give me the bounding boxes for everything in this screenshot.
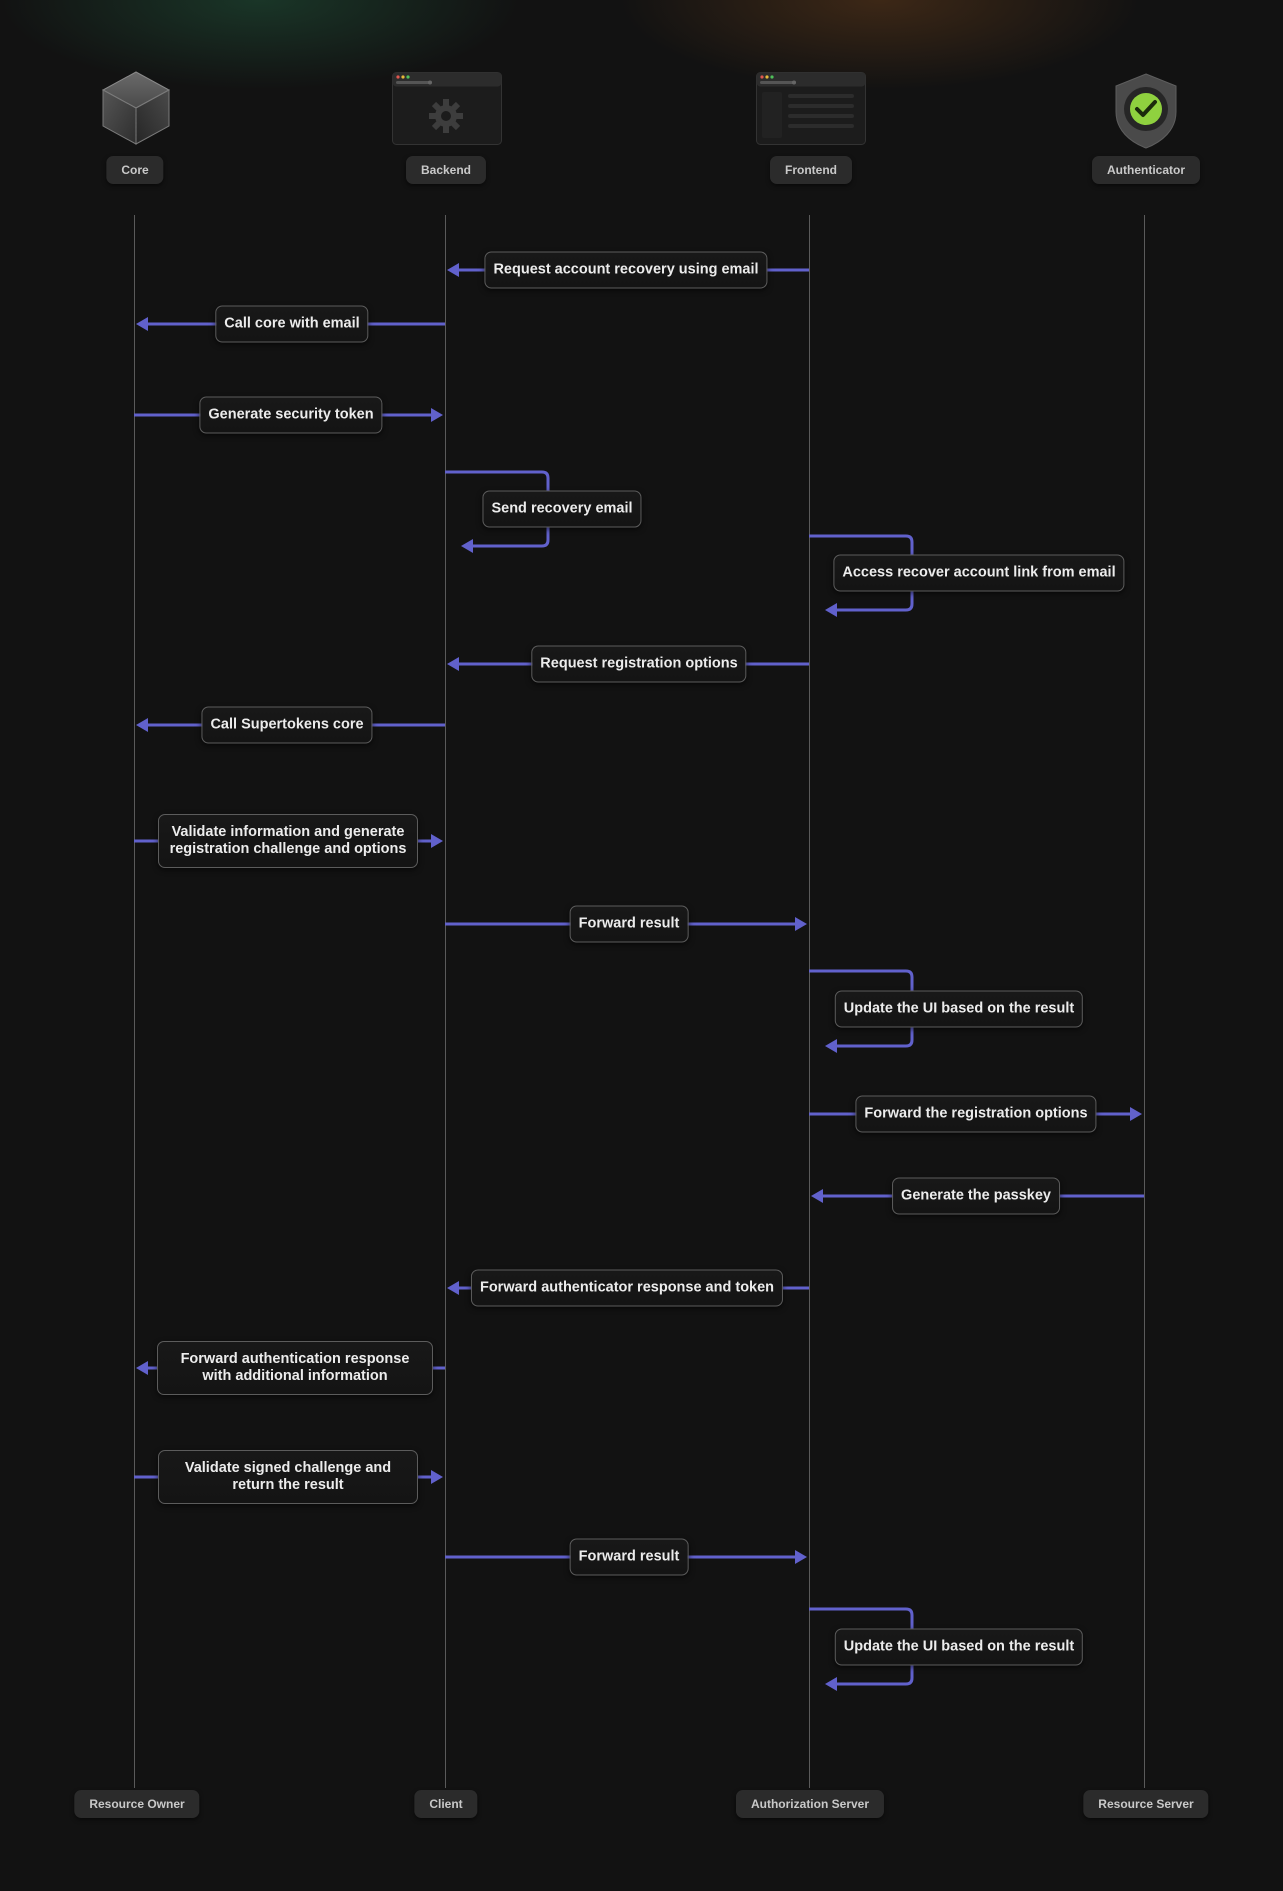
- arrow-head: [447, 1281, 459, 1295]
- footer-label-authorization-server: Authorization Server: [736, 1790, 884, 1818]
- arrow-head: [825, 1677, 837, 1691]
- message-box: Send recovery email: [482, 491, 641, 528]
- arrow-head: [447, 263, 459, 277]
- header-label-core: Core: [106, 156, 163, 184]
- arrow-head: [431, 834, 443, 848]
- message-box: Update the UI based on the result: [835, 991, 1083, 1028]
- arrow-head: [431, 1470, 443, 1484]
- footer-label-resource-owner: Resource Owner: [74, 1790, 199, 1818]
- message-box: Forward authentication response with additional information: [157, 1341, 433, 1395]
- message-box: Validate signed challenge and return the result: [158, 1450, 418, 1504]
- message-box: Forward authenticator response and token: [471, 1270, 783, 1307]
- message-box: Request registration options: [531, 646, 746, 683]
- header-label-frontend: Frontend: [770, 156, 852, 184]
- message-box: Forward result: [570, 1539, 689, 1576]
- arrow-head: [136, 1361, 148, 1375]
- arrow-head: [795, 1550, 807, 1564]
- message-box: Access recover account link from email: [833, 555, 1124, 592]
- arrow-head: [811, 1189, 823, 1203]
- message-box: Call core with email: [215, 306, 368, 343]
- message-box: Generate the passkey: [892, 1178, 1060, 1215]
- footer-label-resource-server: Resource Server: [1083, 1790, 1208, 1818]
- header-label-authenticator: Authenticator: [1092, 156, 1200, 184]
- arrow-head: [136, 317, 148, 331]
- message-box: Validate information and generate registration challenge and options: [158, 814, 418, 868]
- arrow-head: [431, 408, 443, 422]
- arrow-head: [461, 539, 473, 553]
- arrow-head: [447, 657, 459, 671]
- message-box: Update the UI based on the result: [835, 1629, 1083, 1666]
- message-box: Generate security token: [199, 397, 382, 434]
- arrow-head: [136, 718, 148, 732]
- message-box: Forward result: [570, 906, 689, 943]
- arrow-head: [825, 603, 837, 617]
- footer-label-client: Client: [414, 1790, 477, 1818]
- message-box: Request account recovery using email: [484, 252, 767, 289]
- message-box: Forward the registration options: [855, 1096, 1096, 1133]
- arrow-head: [825, 1039, 837, 1053]
- message-box: Call Supertokens core: [201, 707, 372, 744]
- header-label-backend: Backend: [406, 156, 486, 184]
- arrow-head: [1130, 1107, 1142, 1121]
- arrow-head: [795, 917, 807, 931]
